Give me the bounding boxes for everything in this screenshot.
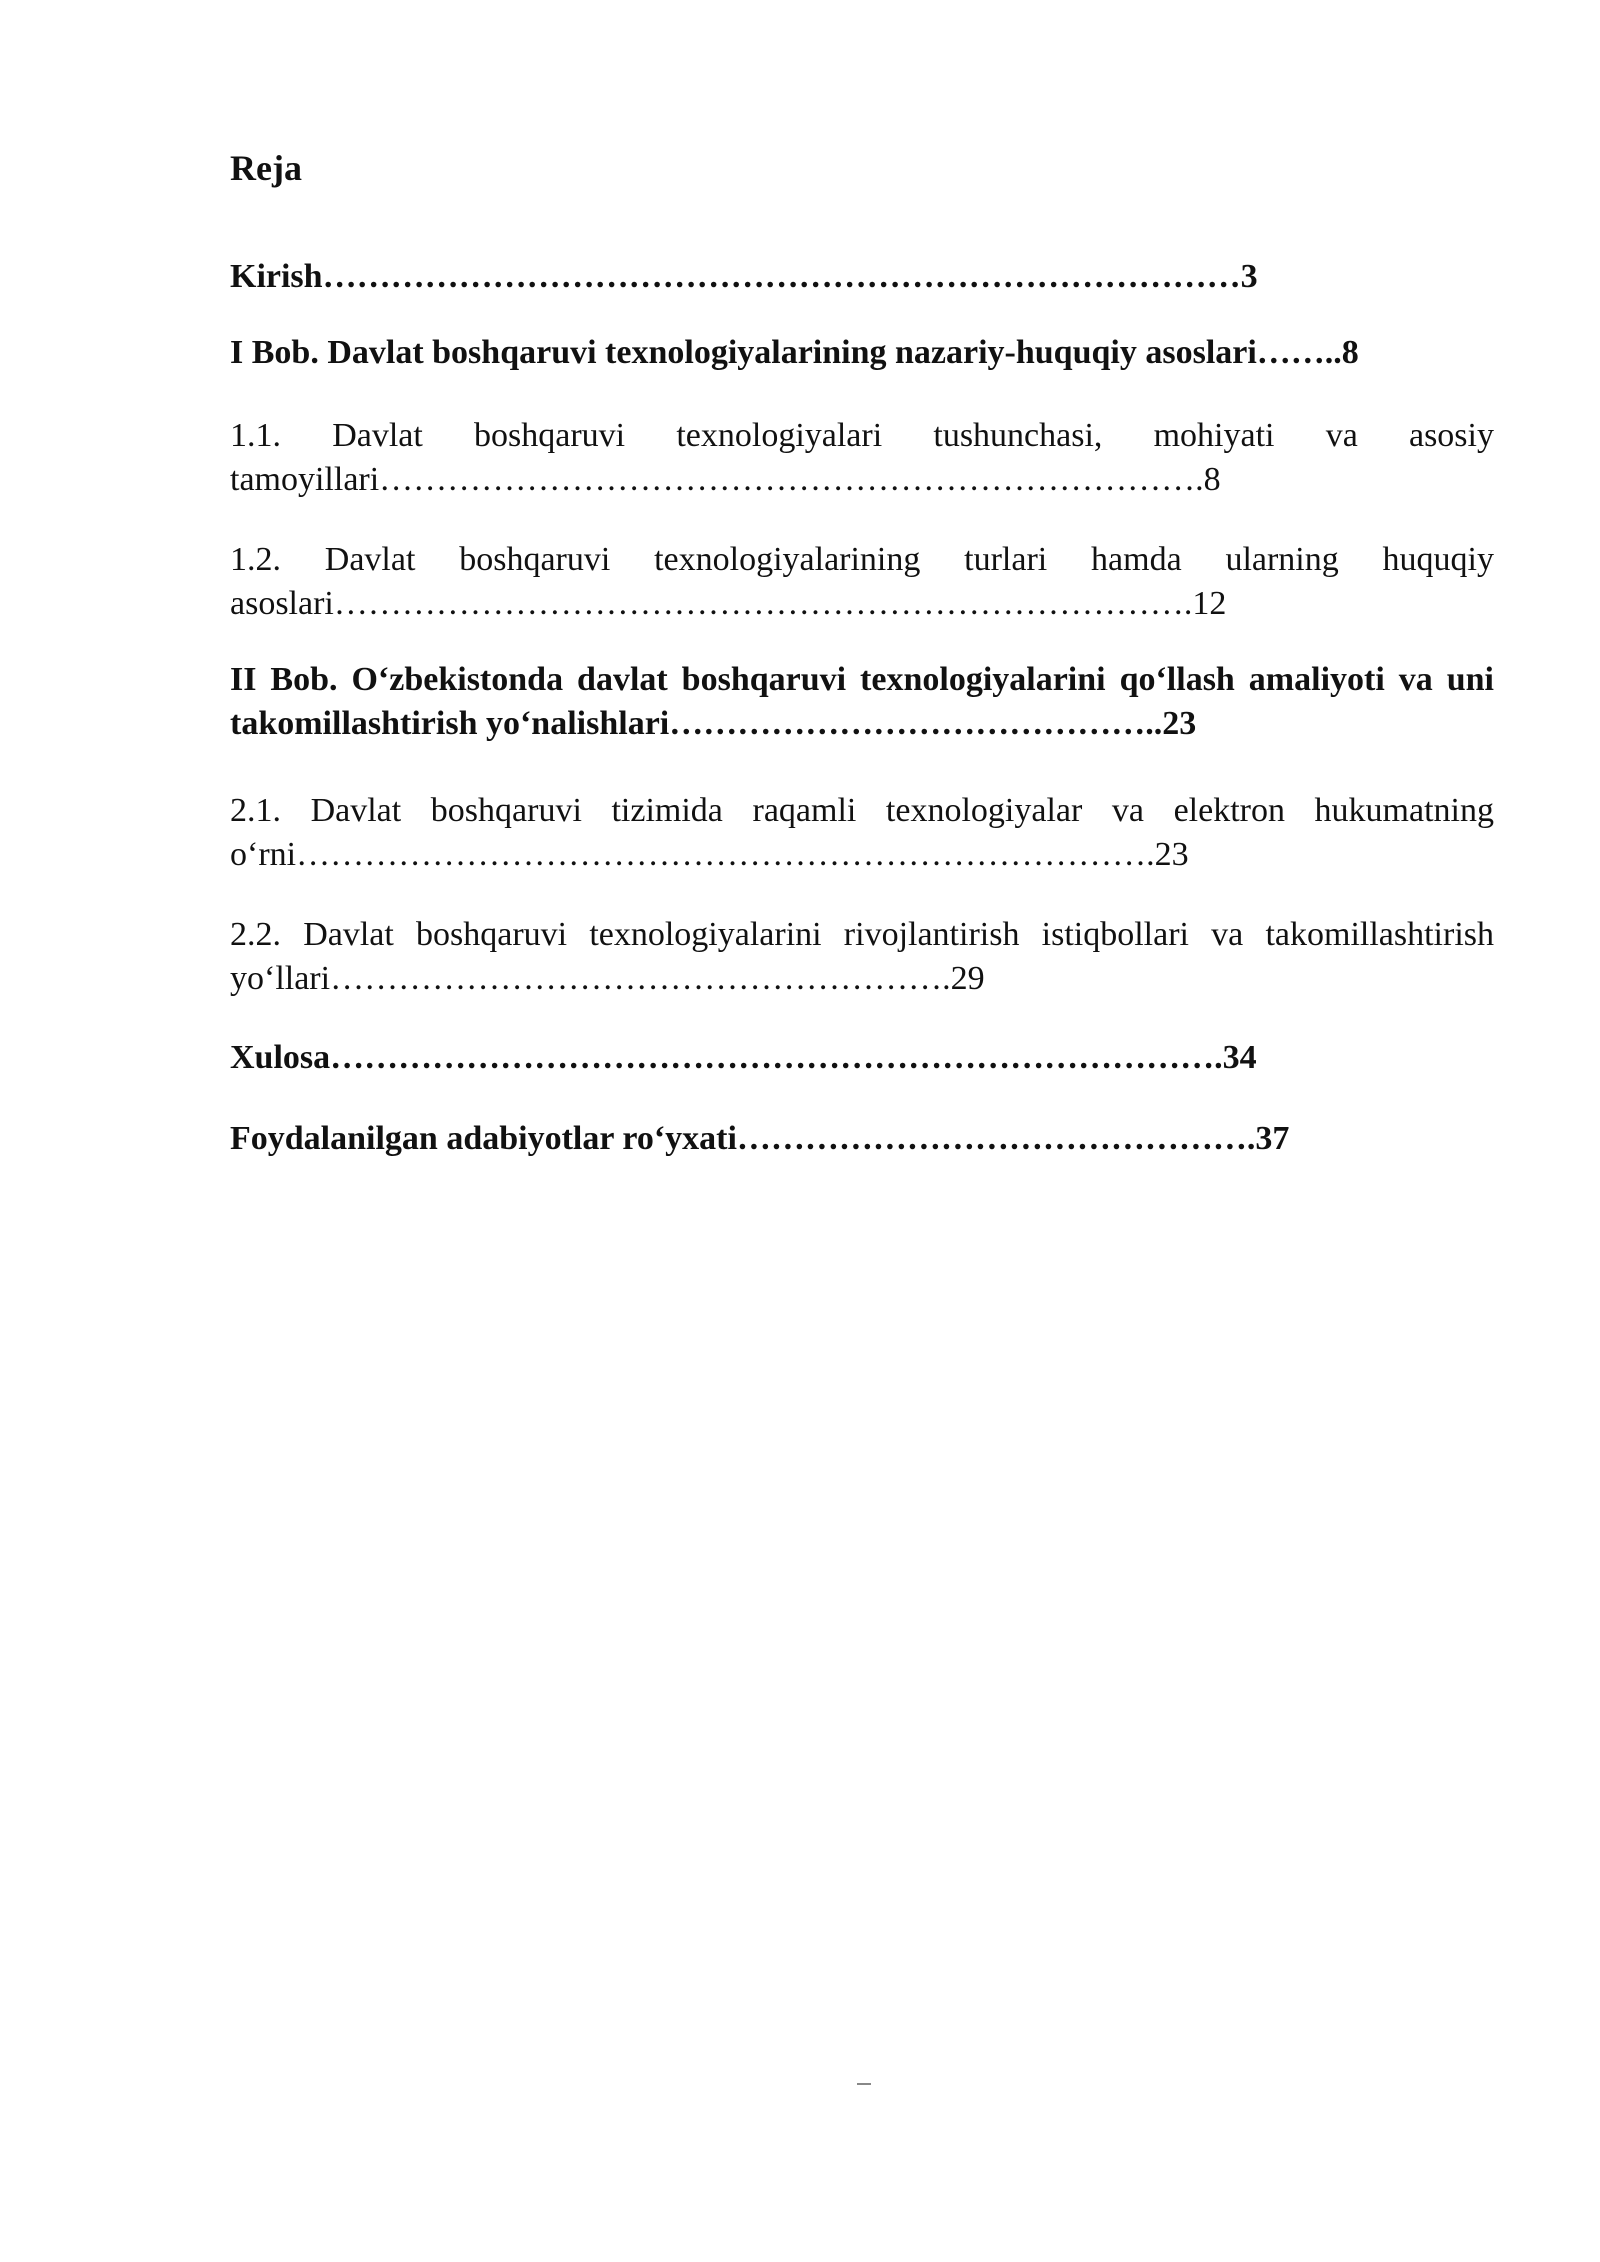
toc-entry-references: Foydalanilgan adabiyotlar ro‘yxati……………………………………….37 <box>230 1120 1290 1157</box>
toc-entry-section-1-2: 1.2. Davlat boshqaruvi texnologiyalarining turlari hamda ularning huquqiy asoslari………………………………………………………………….12 <box>230 541 1494 623</box>
toc-entry-kirish: Kirish………………………………………………………………………3 <box>230 258 1258 295</box>
toc-entry-section-1-1: 1.1. Davlat boshqaruvi texnologiyalari tushunchasi, mohiyati va asosiy tamoyillari……………………………………………………………….8 <box>230 417 1494 499</box>
toc-entry-xulosa: Xulosa…………………………………………………………………….34 <box>230 1039 1257 1076</box>
toc-entry-section-2-2: 2.2. Davlat boshqaruvi texnologiyalarini rivojlantirish istiqbollari va takomillashtirish yo‘llari……………………………………………….29 <box>230 916 1494 998</box>
page-title: Reja <box>230 148 302 188</box>
footer-mark <box>857 2083 871 2085</box>
toc-entry-chapter-1: I Bob. Davlat boshqaruvi texnologiyalarining nazariy-huquqiy asoslari……..8 <box>230 334 1359 371</box>
toc-entry-section-2-1: 2.1. Davlat boshqaruvi tizimida raqamli texnologiyalar va elektron hukumatning o‘rni………………………………………………………………….23 <box>230 792 1494 874</box>
toc-entry-chapter-2: II Bob. O‘zbekistonda davlat boshqaruvi texnologiyalarini qo‘llash amaliyoti va uni takomillashtirish yo‘nalishlari……………………………………..23 <box>230 661 1494 743</box>
